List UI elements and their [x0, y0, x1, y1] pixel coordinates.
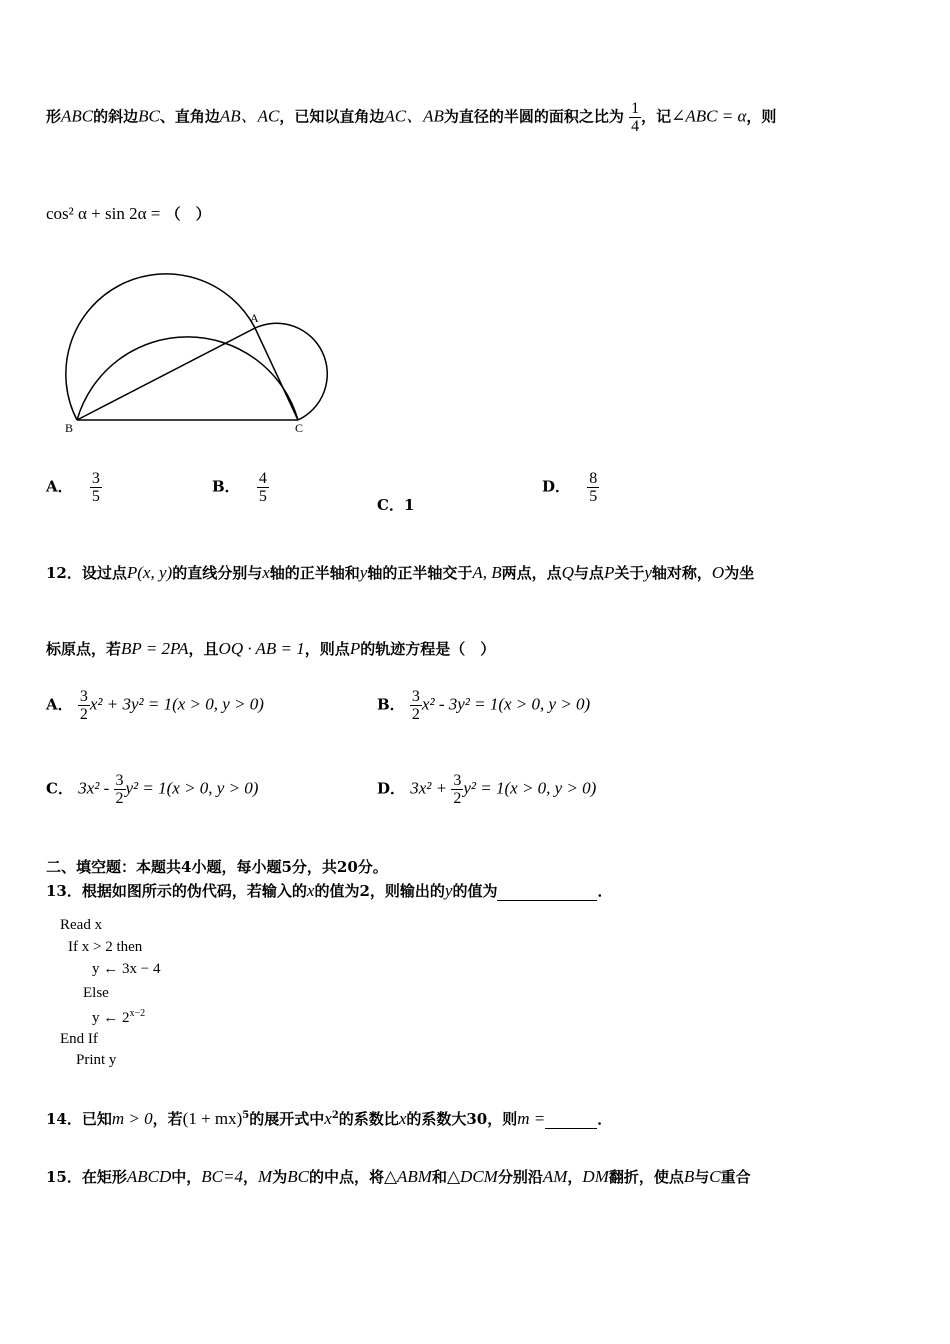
- q12-line2: 标原点，若BP = 2PA，且OQ · AB = 1，则点P的轨迹方程是（ ）: [46, 639, 496, 658]
- q11-expression: [46, 203, 211, 224]
- code-line: End If: [60, 1031, 98, 1047]
- q11-text: 为直径的半圆的面积之比为: [443, 107, 624, 126]
- q12-option-b[interactable]: B． $\frac{3}{2}$ x² - 3y² = 1(x > 0, y > 0): [377, 688, 591, 723]
- q11-text: 的斜边: [93, 107, 139, 126]
- q15-line: 15．在矩形ABCD中，BC=4，M为BC的中点，将△ABM和△DCM分别沿AM，DM翻折，使点B与C重合: [46, 1167, 751, 1186]
- q11-line1: [46, 100, 776, 135]
- semicircle-on-ab: [66, 274, 255, 420]
- q12-option-d[interactable]: D． 3x² + $\frac{3}{2}$ y² = 1(x > 0, y > 0): [377, 772, 597, 807]
- code-line: Else: [83, 985, 109, 1001]
- q11-math: ABC: [61, 106, 94, 126]
- q11-text: 形: [46, 107, 62, 126]
- q11-math: BC: [138, 106, 160, 126]
- q11-text: ，已知以直角边: [279, 107, 385, 126]
- q12-option-c[interactable]: C． 3x² - $\frac{3}{2}$ y² = 1(x > 0, y > 0): [46, 772, 259, 807]
- q11-option-a[interactable]: A． $\frac{3}{5}$: [46, 470, 100, 505]
- code-line: y ← 3x − 4: [92, 961, 161, 977]
- code-line: If x > 2 then: [68, 939, 143, 955]
- q11-paren: （ ）: [165, 205, 211, 223]
- code-line: Print y: [76, 1052, 117, 1068]
- q11-option-c[interactable]: C．1: [377, 496, 415, 514]
- q11-text: ，记: [641, 107, 672, 126]
- q11-text: 、直角边: [159, 107, 220, 126]
- q11-text: ，则: [746, 107, 777, 126]
- q12-option-a[interactable]: A． $\frac{3}{2}$ x² + 3y² = 1(x > 0, y > 0): [46, 688, 264, 723]
- ratio-fraction: $\frac{1}{4}$: [631, 100, 640, 135]
- q13-answer-blank[interactable]: [497, 882, 597, 901]
- code-line: y ← $2^{x-2}$: [92, 1008, 146, 1026]
- q11-expr: cos² α + sin 2α =: [46, 204, 161, 223]
- q11-math: AC、AB: [384, 106, 444, 126]
- code-line: Read x: [60, 917, 103, 933]
- label-c: C: [295, 421, 304, 435]
- q11-option-d[interactable]: D． $\frac{8}{5}$: [542, 470, 598, 505]
- q13-line: 13．根据如图所示的伪代码，若输入的x的值为2，则输出的y的值为 ．: [46, 881, 613, 900]
- q12-line1: 12．设过点P(x, y)的直线分别与x轴的正半轴和y轴的正半轴交于A, B两点，点Q与点P关于y轴对称，O为坐: [46, 563, 755, 582]
- q14-answer-blank[interactable]: [545, 1110, 597, 1129]
- semicircle-figure: [55, 270, 345, 440]
- segment-ac: [255, 328, 298, 420]
- section-heading: 二、填空题：本题共4小题，每小题5分，共20分。: [46, 858, 388, 876]
- q11-math: ∠ABC = α: [671, 106, 747, 126]
- label-a: A: [250, 311, 259, 325]
- q11-math: AB、AC: [219, 106, 280, 126]
- q11-option-b[interactable]: B． $\frac{4}{5}$: [212, 470, 267, 505]
- label-b: B: [65, 421, 74, 435]
- q14-line: 14．已知m > 0，若(1 + mx)$^5$的展开式中$x^2$的系数比x的系数大30，则m = ．: [46, 1109, 613, 1128]
